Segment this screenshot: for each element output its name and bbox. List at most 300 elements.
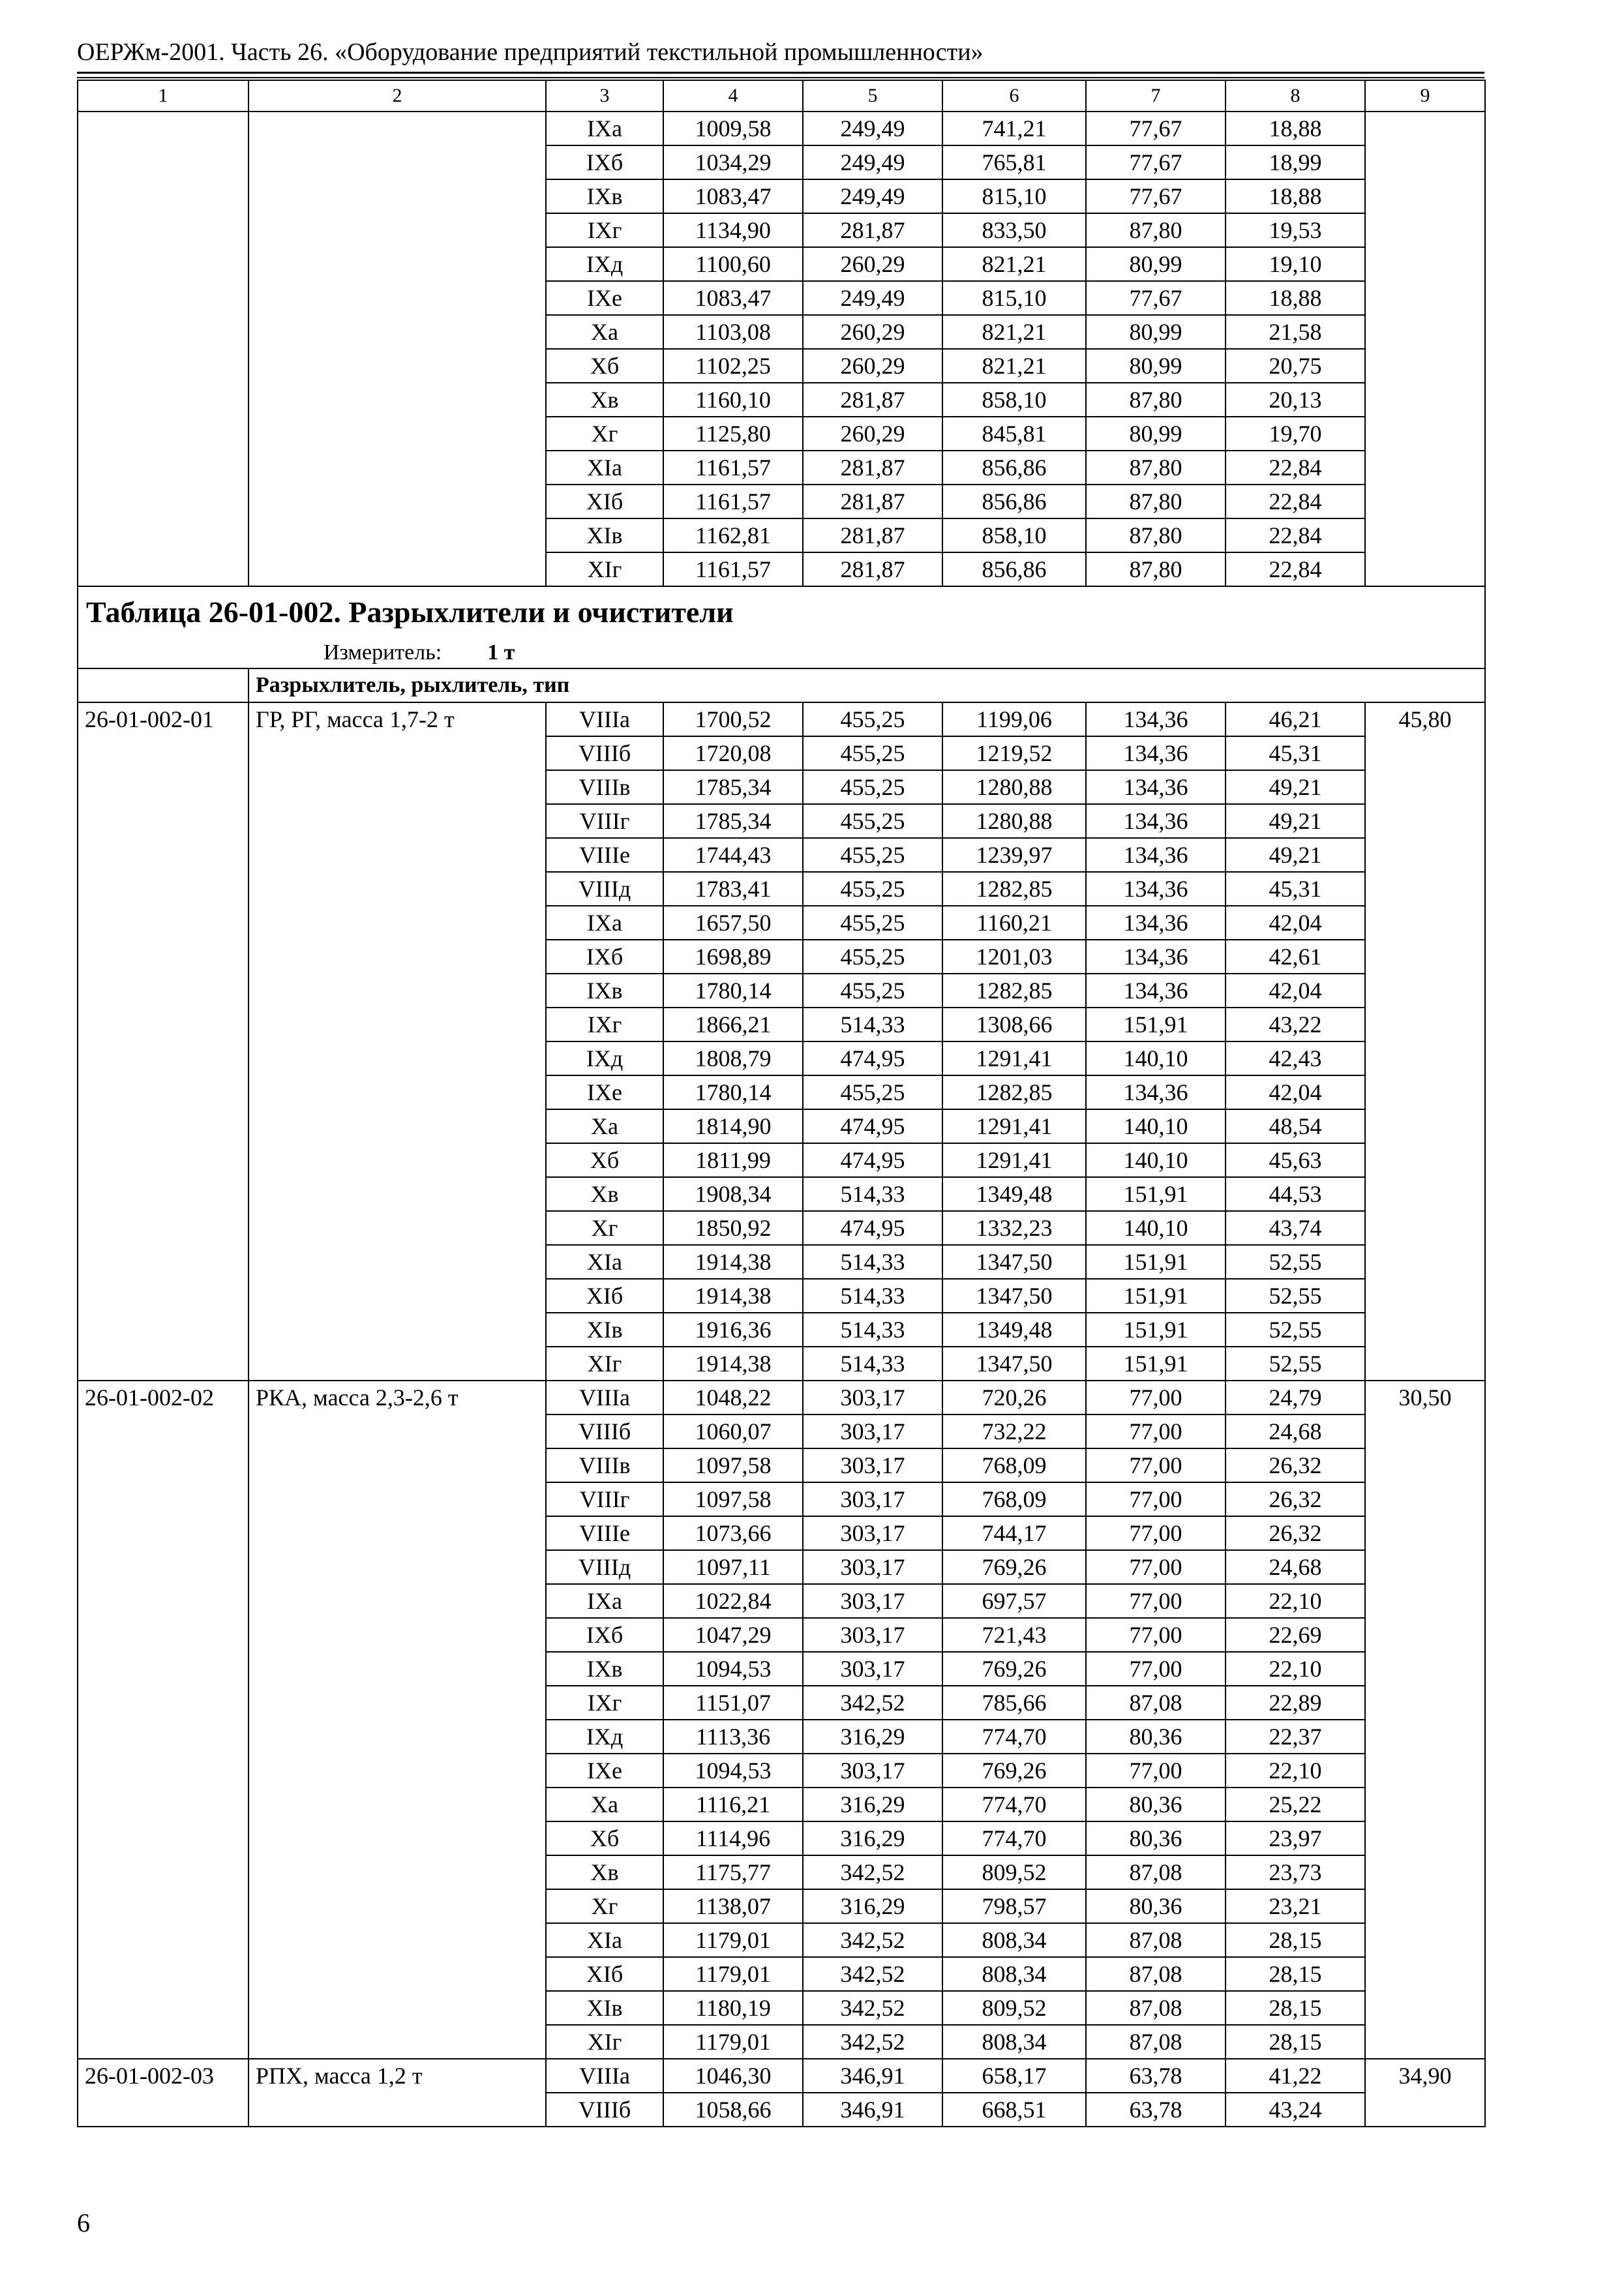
table-cell: 1349,48 <box>942 1313 1086 1347</box>
table-cell: Xб <box>546 1821 663 1855</box>
table-cell: 18,88 <box>1226 179 1365 213</box>
table-cell: 1744,43 <box>663 838 803 872</box>
table-cell: 49,21 <box>1226 804 1365 838</box>
col9-cell-empty <box>1365 112 1485 586</box>
table-cell: 52,55 <box>1226 1245 1365 1279</box>
header-rule-thin <box>77 77 1484 78</box>
table-cell: 774,70 <box>942 1821 1086 1855</box>
column-number: 7 <box>1086 80 1226 112</box>
table-cell: Xг <box>546 417 663 451</box>
table-cell: 455,25 <box>803 940 942 974</box>
table-row <box>78 112 1485 145</box>
table-cell: 77,00 <box>1086 1414 1226 1448</box>
table-cell: 1291,41 <box>942 1109 1086 1143</box>
table-cell: 1161,57 <box>663 485 803 518</box>
table-cell: 1785,34 <box>663 770 803 804</box>
table-cell: 303,17 <box>803 1652 942 1686</box>
table-cell: 514,33 <box>803 1177 942 1211</box>
column-number-row <box>78 80 1485 112</box>
table-cell: 48,54 <box>1226 1109 1365 1143</box>
table-cell: 809,52 <box>942 1991 1086 2025</box>
table-cell: XIб <box>546 1279 663 1313</box>
table-cell: 303,17 <box>803 1618 942 1652</box>
table-cell: 23,73 <box>1226 1855 1365 1889</box>
table-cell: 42,61 <box>1226 940 1365 974</box>
table-cell: VIIIа <box>546 1381 663 1414</box>
table-cell: 45,63 <box>1226 1143 1365 1177</box>
table-cell: 1239,97 <box>942 838 1086 872</box>
table-cell: 455,25 <box>803 974 942 1008</box>
table-cell: XIа <box>546 1245 663 1279</box>
table-cell: 1151,07 <box>663 1686 803 1720</box>
table-cell: 1179,01 <box>663 1923 803 1957</box>
table-cell: 19,70 <box>1226 417 1365 451</box>
table-cell: 87,80 <box>1086 552 1226 586</box>
table-cell: IXб <box>546 940 663 974</box>
table-cell: 260,29 <box>803 315 942 349</box>
column-number: 2 <box>248 80 546 112</box>
table-cell: Xб <box>546 1143 663 1177</box>
table-cell: 1048,22 <box>663 1381 803 1414</box>
table-cell: 63,78 <box>1086 2093 1226 2127</box>
table-cell: 151,91 <box>1086 1347 1226 1381</box>
table-cell: 774,70 <box>942 1720 1086 1754</box>
table-cell: 303,17 <box>803 1414 942 1448</box>
table-cell: 52,55 <box>1226 1279 1365 1313</box>
table-cell: XIг <box>546 552 663 586</box>
table-cell: 19,10 <box>1226 247 1365 281</box>
table-cell: 22,89 <box>1226 1686 1365 1720</box>
table-cell: 1291,41 <box>942 1041 1086 1075</box>
table-cell: 26,32 <box>1226 1448 1365 1482</box>
table-cell: 1282,85 <box>942 872 1086 906</box>
table-cell: 80,36 <box>1086 1788 1226 1821</box>
table-cell: 455,25 <box>803 872 942 906</box>
table-cell: 77,00 <box>1086 1381 1226 1414</box>
table-cell: 1073,66 <box>663 1516 803 1550</box>
table-cell: 455,25 <box>803 838 942 872</box>
table-cell: 1866,21 <box>663 1008 803 1041</box>
table-cell: 63,78 <box>1086 2059 1226 2093</box>
table-cell: Xа <box>546 315 663 349</box>
table-row <box>78 702 1485 736</box>
table-cell: 741,21 <box>942 112 1086 145</box>
item-col9: 45,80 <box>1365 702 1485 1381</box>
column-number: 8 <box>1226 80 1365 112</box>
table-cell: 1162,81 <box>663 518 803 552</box>
table-cell: 20,75 <box>1226 349 1365 383</box>
table-cell: 87,80 <box>1086 518 1226 552</box>
measure-row <box>78 638 1485 668</box>
table-cell: 1282,85 <box>942 974 1086 1008</box>
table-cell: Xа <box>546 1109 663 1143</box>
table-cell: 151,91 <box>1086 1245 1226 1279</box>
table-cell: 1308,66 <box>942 1008 1086 1041</box>
table-cell: XIв <box>546 518 663 552</box>
name-cell-empty <box>248 112 546 586</box>
table-cell: 1097,58 <box>663 1482 803 1516</box>
table-cell: 474,95 <box>803 1041 942 1075</box>
item-code: 26-01-002-01 <box>78 702 248 1381</box>
table-cell: 1785,34 <box>663 804 803 838</box>
table-cell: 80,99 <box>1086 349 1226 383</box>
table-cell: 77,67 <box>1086 145 1226 179</box>
table-cell: 809,52 <box>942 1855 1086 1889</box>
table-cell: 43,74 <box>1226 1211 1365 1245</box>
table-cell: 1161,57 <box>663 451 803 485</box>
table-cell: 316,29 <box>803 1788 942 1821</box>
table-cell: 281,87 <box>803 451 942 485</box>
table-cell: VIIIб <box>546 1414 663 1448</box>
code-cell-empty <box>78 112 248 586</box>
table-cell: 19,53 <box>1226 213 1365 247</box>
table-cell: 1060,07 <box>663 1414 803 1448</box>
table-cell: 1199,06 <box>942 702 1086 736</box>
table-cell: 474,95 <box>803 1143 942 1177</box>
table-cell: 24,68 <box>1226 1550 1365 1584</box>
table-cell: 1814,90 <box>663 1109 803 1143</box>
table-cell: 303,17 <box>803 1550 942 1584</box>
table-cell: 28,15 <box>1226 1957 1365 1991</box>
table-cell: IXе <box>546 1754 663 1788</box>
table-cell: XIб <box>546 1957 663 1991</box>
table-cell: 77,00 <box>1086 1584 1226 1618</box>
table-cell: 1291,41 <box>942 1143 1086 1177</box>
table-cell: 769,26 <box>942 1652 1086 1686</box>
table-cell: 303,17 <box>803 1482 942 1516</box>
table-cell: 856,86 <box>942 451 1086 485</box>
table-cell: 474,95 <box>803 1211 942 1245</box>
table-cell: 1046,30 <box>663 2059 803 2093</box>
table-cell: 28,15 <box>1226 1923 1365 1957</box>
table-cell: IXа <box>546 906 663 940</box>
table-cell: Xв <box>546 1855 663 1889</box>
table-cell: 514,33 <box>803 1313 942 1347</box>
table-cell: 23,97 <box>1226 1821 1365 1855</box>
table-cell: 281,87 <box>803 383 942 417</box>
table-cell: XIб <box>546 485 663 518</box>
table-cell: 134,36 <box>1086 804 1226 838</box>
table-cell: 1347,50 <box>942 1347 1086 1381</box>
table-cell: 45,31 <box>1226 872 1365 906</box>
table-row <box>78 2059 1485 2093</box>
table-cell: 140,10 <box>1086 1211 1226 1245</box>
table-cell: 140,10 <box>1086 1143 1226 1177</box>
table-cell: IXд <box>546 1720 663 1754</box>
table-cell: 1009,58 <box>663 112 803 145</box>
table-cell: 77,67 <box>1086 112 1226 145</box>
column-number: 9 <box>1365 80 1485 112</box>
item-code: 26-01-002-02 <box>78 1381 248 2059</box>
table-cell: 303,17 <box>803 1584 942 1618</box>
table-cell: 1698,89 <box>663 940 803 974</box>
table-cell: Xв <box>546 1177 663 1211</box>
column-number: 1 <box>78 80 248 112</box>
table-cell: 1347,50 <box>942 1279 1086 1313</box>
table-cell: IXг <box>546 1008 663 1041</box>
table-cell: 151,91 <box>1086 1177 1226 1211</box>
table-cell: 808,34 <box>942 1923 1086 1957</box>
table-cell: 658,17 <box>942 2059 1086 2093</box>
table-cell: 1811,99 <box>663 1143 803 1177</box>
table-cell: VIIIд <box>546 1550 663 1584</box>
table-cell: 18,88 <box>1226 281 1365 315</box>
table-cell: IXг <box>546 213 663 247</box>
table-cell: 342,52 <box>803 2025 942 2059</box>
table-cell: 1780,14 <box>663 1075 803 1109</box>
table-cell: 260,29 <box>803 247 942 281</box>
table-cell: 41,22 <box>1226 2059 1365 2093</box>
table-cell: 87,08 <box>1086 1686 1226 1720</box>
table-cell: 668,51 <box>942 2093 1086 2127</box>
table-cell: XIг <box>546 2025 663 2059</box>
table-cell: 22,84 <box>1226 451 1365 485</box>
table-cell: 1201,03 <box>942 940 1086 974</box>
table-cell: XIг <box>546 1347 663 1381</box>
table-cell: 22,84 <box>1226 485 1365 518</box>
table-cell: 768,09 <box>942 1482 1086 1516</box>
table-cell: 1783,41 <box>663 872 803 906</box>
table-cell: 316,29 <box>803 1889 942 1923</box>
table-cell: 303,17 <box>803 1754 942 1788</box>
table-cell: 1908,34 <box>663 1177 803 1211</box>
table-cell: 342,52 <box>803 1855 942 1889</box>
table-cell: 249,49 <box>803 281 942 315</box>
table-cell: 1100,60 <box>663 247 803 281</box>
table-cell: 342,52 <box>803 1923 942 1957</box>
table-cell: IXв <box>546 1652 663 1686</box>
table-cell: VIIIб <box>546 2093 663 2127</box>
table-cell: VIIIг <box>546 804 663 838</box>
item-col9: 34,90 <box>1365 2059 1485 2127</box>
table-cell: 845,81 <box>942 417 1086 451</box>
table-cell: IXд <box>546 247 663 281</box>
table-cell: 18,88 <box>1226 112 1365 145</box>
table-cell: 1175,77 <box>663 1855 803 1889</box>
table-row <box>78 1381 1485 1414</box>
table-cell: 1160,21 <box>942 906 1086 940</box>
table-cell: 134,36 <box>1086 940 1226 974</box>
table-cell: 1720,08 <box>663 736 803 770</box>
table-cell: IXе <box>546 281 663 315</box>
table-cell: 1180,19 <box>663 1991 803 2025</box>
table-cell: 697,57 <box>942 1584 1086 1618</box>
table-cell: 1116,21 <box>663 1788 803 1821</box>
page-number: 6 <box>77 2208 90 2237</box>
table-cell: 26,32 <box>1226 1482 1365 1516</box>
table-cell: 134,36 <box>1086 702 1226 736</box>
table-cell: 1083,47 <box>663 179 803 213</box>
column-number: 4 <box>663 80 803 112</box>
table-cell: 720,26 <box>942 1381 1086 1414</box>
table-cell: 808,34 <box>942 1957 1086 1991</box>
section-title: Разрыхлитель, рыхлитель, тип <box>248 668 1485 702</box>
table-cell: VIIIд <box>546 872 663 906</box>
table-cell: 49,21 <box>1226 838 1365 872</box>
table-cell: 455,25 <box>803 906 942 940</box>
table-cell: VIIIа <box>546 702 663 736</box>
table-cell: Xб <box>546 349 663 383</box>
table-cell: 260,29 <box>803 417 942 451</box>
table-cell: XIа <box>546 1923 663 1957</box>
table-cell: 821,21 <box>942 247 1086 281</box>
table-cell: 514,33 <box>803 1245 942 1279</box>
table-cell: 1094,53 <box>663 1652 803 1686</box>
table-cell: 20,13 <box>1226 383 1365 417</box>
table-cell: 23,21 <box>1226 1889 1365 1923</box>
table-cell: 77,00 <box>1086 1652 1226 1686</box>
table-cell: 151,91 <box>1086 1008 1226 1041</box>
table-cell: 316,29 <box>803 1821 942 1855</box>
table-cell: XIв <box>546 1991 663 2025</box>
table-cell: 342,52 <box>803 1957 942 1991</box>
table-cell: 1097,11 <box>663 1550 803 1584</box>
table-cell: 346,91 <box>803 2059 942 2093</box>
table-cell: 24,79 <box>1226 1381 1365 1414</box>
table-cell: 151,91 <box>1086 1313 1226 1347</box>
table-cell: 80,36 <box>1086 1720 1226 1754</box>
table-cell: IXв <box>546 179 663 213</box>
table-cell: 281,87 <box>803 213 942 247</box>
table-cell: 134,36 <box>1086 1075 1226 1109</box>
table-cell: 455,25 <box>803 736 942 770</box>
column-number: 6 <box>942 80 1086 112</box>
table-cell: 134,36 <box>1086 736 1226 770</box>
table-cell: 22,10 <box>1226 1584 1365 1618</box>
table-cell: 1780,14 <box>663 974 803 1008</box>
table-cell: 1916,36 <box>663 1313 803 1347</box>
table-cell: 24,68 <box>1226 1414 1365 1448</box>
table-cell: 46,21 <box>1226 702 1365 736</box>
table-cell: VIIIв <box>546 1448 663 1482</box>
table-cell: 140,10 <box>1086 1041 1226 1075</box>
table-cell: 1280,88 <box>942 804 1086 838</box>
table-cell: 87,08 <box>1086 2025 1226 2059</box>
table-cell: 721,43 <box>942 1618 1086 1652</box>
table-cell: 22,84 <box>1226 552 1365 586</box>
table-cell: IXб <box>546 1618 663 1652</box>
table-cell: 1850,92 <box>663 1211 803 1245</box>
table-cell: 1125,80 <box>663 417 803 451</box>
table-cell: 45,31 <box>1226 736 1365 770</box>
table-cell: 134,36 <box>1086 770 1226 804</box>
table-cell: Xв <box>546 383 663 417</box>
table-cell: 134,36 <box>1086 974 1226 1008</box>
table-cell: 774,70 <box>942 1788 1086 1821</box>
table-cell: 18,99 <box>1226 145 1365 179</box>
table-cell: 342,52 <box>803 1991 942 2025</box>
table-title: Таблица 26-01-002. Разрыхлители и очистители <box>78 586 1485 638</box>
table-cell: 249,49 <box>803 145 942 179</box>
table-cell: XIв <box>546 1313 663 1347</box>
table-cell: 1034,29 <box>663 145 803 179</box>
table-cell: 455,25 <box>803 1075 942 1109</box>
table-cell: 815,10 <box>942 179 1086 213</box>
table-cell: VIIIе <box>546 838 663 872</box>
column-number: 5 <box>803 80 942 112</box>
table-cell: VIIIв <box>546 770 663 804</box>
table-cell: 769,26 <box>942 1550 1086 1584</box>
table-cell: 1219,52 <box>942 736 1086 770</box>
table-cell: 514,33 <box>803 1008 942 1041</box>
table-cell: 87,08 <box>1086 1855 1226 1889</box>
table-cell: 744,17 <box>942 1516 1086 1550</box>
table-cell: 21,58 <box>1226 315 1365 349</box>
table-cell: 25,22 <box>1226 1788 1365 1821</box>
table-cell: 455,25 <box>803 702 942 736</box>
table-cell: 303,17 <box>803 1516 942 1550</box>
table-cell: 77,00 <box>1086 1754 1226 1788</box>
table-cell: 858,10 <box>942 518 1086 552</box>
table-cell: 249,49 <box>803 179 942 213</box>
table-cell: 856,86 <box>942 485 1086 518</box>
table-cell: XIа <box>546 451 663 485</box>
table-cell: 1657,50 <box>663 906 803 940</box>
table-cell: 77,00 <box>1086 1516 1226 1550</box>
table-cell: 134,36 <box>1086 872 1226 906</box>
table-cell: 151,91 <box>1086 1279 1226 1313</box>
table-cell: 77,00 <box>1086 1448 1226 1482</box>
table-cell: IXб <box>546 145 663 179</box>
table-cell: 821,21 <box>942 315 1086 349</box>
table-cell: Xг <box>546 1211 663 1245</box>
table-cell: 1094,53 <box>663 1754 803 1788</box>
table-cell: 87,08 <box>1086 1923 1226 1957</box>
item-col9: 30,50 <box>1365 1381 1485 2059</box>
table-cell: 80,99 <box>1086 247 1226 281</box>
table-cell: 1179,01 <box>663 1957 803 1991</box>
table-cell: 22,84 <box>1226 518 1365 552</box>
rates-table <box>77 80 1486 2127</box>
table-cell: 87,80 <box>1086 485 1226 518</box>
table-cell: IXд <box>546 1041 663 1075</box>
table-cell: 821,21 <box>942 349 1086 383</box>
table-cell: 80,99 <box>1086 315 1226 349</box>
table-cell: VIIIг <box>546 1482 663 1516</box>
table-cell: 808,34 <box>942 2025 1086 2059</box>
table-cell: 87,08 <box>1086 1991 1226 2025</box>
table-cell: 732,22 <box>942 1414 1086 1448</box>
table-cell: IXа <box>546 112 663 145</box>
table-cell: 77,00 <box>1086 1482 1226 1516</box>
table-cell: 1332,23 <box>942 1211 1086 1245</box>
table-cell: 1102,25 <box>663 349 803 383</box>
table-cell: 134,36 <box>1086 838 1226 872</box>
table-cell: 49,21 <box>1226 770 1365 804</box>
table-cell: 303,17 <box>803 1448 942 1482</box>
table-cell: 52,55 <box>1226 1313 1365 1347</box>
table-cell: Xа <box>546 1788 663 1821</box>
table-cell: 22,37 <box>1226 1720 1365 1754</box>
table-cell: Xг <box>546 1889 663 1923</box>
table-cell: 42,04 <box>1226 974 1365 1008</box>
table-cell: 281,87 <box>803 518 942 552</box>
table-cell: 514,33 <box>803 1347 942 1381</box>
table-cell: 1022,84 <box>663 1584 803 1618</box>
table-cell: 856,86 <box>942 552 1086 586</box>
table-cell: 87,80 <box>1086 451 1226 485</box>
table-cell: 1349,48 <box>942 1177 1086 1211</box>
table-cell: 1047,29 <box>663 1618 803 1652</box>
table-cell: 833,50 <box>942 213 1086 247</box>
table-cell: 42,04 <box>1226 1075 1365 1109</box>
table-cell: 1700,52 <box>663 702 803 736</box>
table-cell: 140,10 <box>1086 1109 1226 1143</box>
table-cell: 316,29 <box>803 1720 942 1754</box>
measure-value: 1 т <box>487 640 515 665</box>
table-cell: 1282,85 <box>942 1075 1086 1109</box>
table-cell: 77,67 <box>1086 281 1226 315</box>
